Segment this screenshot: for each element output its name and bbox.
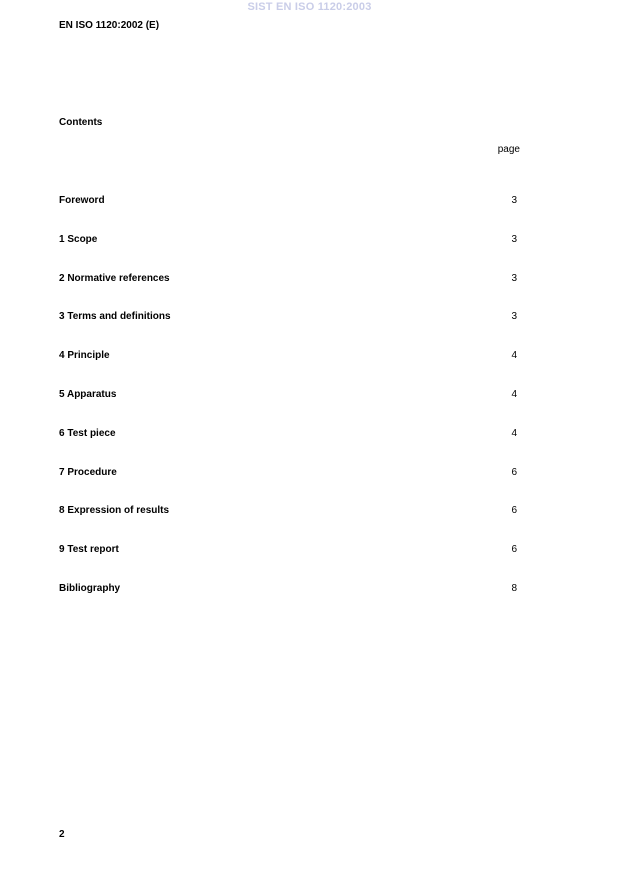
toc-entry-page: 4 <box>511 350 517 362</box>
toc-entry-scope[interactable] <box>59 234 517 273</box>
toc-entry-principle[interactable] <box>59 350 517 389</box>
toc-entry-page: 6 <box>511 505 517 517</box>
toc-entry-title: 7 Procedure <box>59 466 117 478</box>
page-column-label: page <box>497 144 520 155</box>
toc-entry-foreword[interactable] <box>59 195 517 234</box>
toc-entry-test-report[interactable] <box>59 544 517 583</box>
toc-entry-page: 6 <box>511 466 517 478</box>
toc-entry-page: 4 <box>511 388 517 400</box>
toc-entry-title: 5 Apparatus <box>59 388 117 400</box>
toc-entry-normative-references[interactable] <box>59 273 517 312</box>
toc-entry-procedure[interactable] <box>59 467 517 506</box>
watermark: SIST EN ISO 1120:2003 <box>247 1 372 13</box>
toc-entry-page: 3 <box>511 233 517 245</box>
toc-entry-title: 6 Test piece <box>59 427 116 439</box>
toc-entry-expression-of-results[interactable] <box>59 505 517 544</box>
toc-entry-page: 3 <box>511 195 517 206</box>
toc-entry-apparatus[interactable] <box>59 389 517 428</box>
toc-entry-title: Bibliography <box>59 582 121 594</box>
toc-entry-page: 3 <box>511 272 517 284</box>
toc-entry-page: 6 <box>511 544 517 556</box>
toc-entry-terms-and-definitions[interactable] <box>59 311 517 350</box>
toc-entry-page: 8 <box>511 582 517 594</box>
toc-entry-page: 4 <box>511 427 517 439</box>
toc-entry-title: 9 Test report <box>59 544 119 556</box>
toc-entry-title: 1 Scope <box>59 233 98 245</box>
toc-entry-title: 2 Normative references <box>59 272 170 284</box>
toc-entry-title: Foreword <box>59 195 105 206</box>
toc-entry-title: 8 Expression of results <box>59 505 170 517</box>
page-number: 2 <box>59 829 65 840</box>
toc-entry-bibliography[interactable] <box>59 583 517 622</box>
document-id: EN ISO 1120:2002 (E) <box>59 20 160 31</box>
contents-heading: Contents <box>59 117 103 128</box>
toc-entry-title: 3 Terms and definitions <box>59 311 171 323</box>
toc-entry-title: 4 Principle <box>59 350 110 362</box>
toc-entry-page: 3 <box>511 311 517 323</box>
table-of-contents <box>59 195 517 622</box>
toc-entry-test-piece[interactable] <box>59 428 517 467</box>
